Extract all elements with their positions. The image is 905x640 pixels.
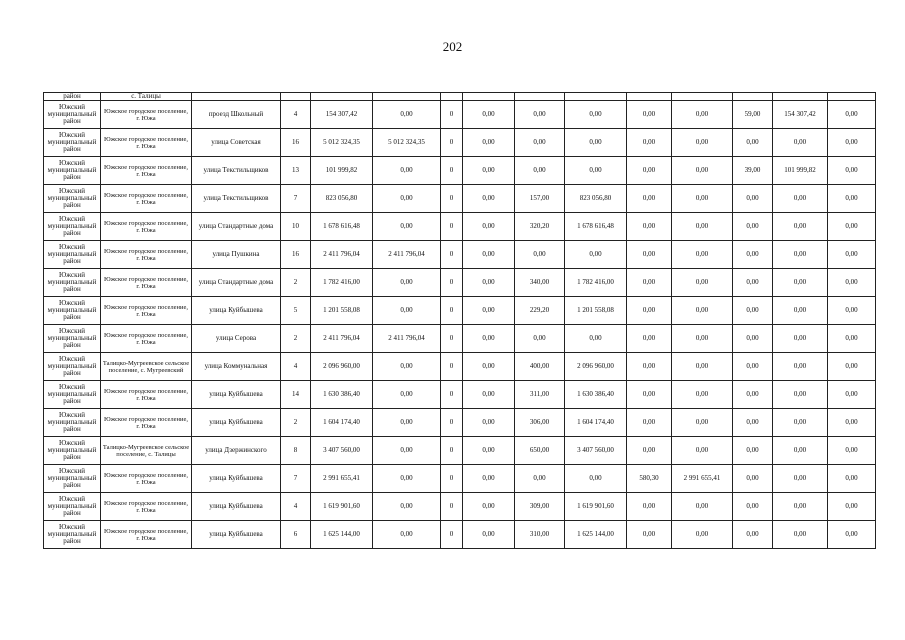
settlement-cell: Южское городское поселение, г. Южа: [101, 465, 192, 493]
volume-cell: 0,00: [733, 241, 773, 269]
cost-cell: 0,00: [828, 269, 876, 297]
settlement-cell: Южское городское поселение, г. Южа: [101, 129, 192, 157]
house-number-cell: 5: [281, 297, 311, 325]
house-number-cell: 7: [281, 465, 311, 493]
street-cell: улица Текстильщиков: [192, 185, 281, 213]
street-cell: улица Куйбышева: [192, 465, 281, 493]
district-cell: Южский муниципальный район: [44, 381, 101, 409]
settlement-cell: Южское городское поселение, г. Южа: [101, 493, 192, 521]
volume-cell: 400,00: [515, 353, 565, 381]
volume-cell: 0,00: [733, 437, 773, 465]
street-cell: улица Дзержинского: [192, 437, 281, 465]
district-cell: Южский муниципальный район: [44, 325, 101, 353]
cost-cell: 0,00: [828, 241, 876, 269]
house-number-cell: 13: [281, 157, 311, 185]
volume-cell: 0,00: [515, 325, 565, 353]
settlement-cell: Талицко-Мугреевское сельское поселение, с. Талицы: [101, 437, 192, 465]
volume-cell: 0,00: [627, 213, 672, 241]
volume-cell: 0,00: [733, 493, 773, 521]
empty-cell: [733, 93, 773, 101]
volume-cell: 0,00: [627, 437, 672, 465]
district-cell: Южский муниципальный район: [44, 101, 101, 129]
volume-cell: 0,00: [627, 493, 672, 521]
cost-cell: 0,00: [828, 101, 876, 129]
cost-cell: 0,00: [773, 493, 828, 521]
street-cell: улица Куйбышева: [192, 297, 281, 325]
street-cell: улица Советская: [192, 129, 281, 157]
cost-cell: 0,00: [773, 241, 828, 269]
house-number-cell: 10: [281, 213, 311, 241]
count-cell: 0: [441, 241, 463, 269]
count-cell: 0: [441, 465, 463, 493]
cost-cell: 0,00: [565, 325, 627, 353]
cost-cell: 0,00: [373, 437, 441, 465]
cost-cell: 0,00: [463, 465, 515, 493]
cost-cell: 0,00: [565, 129, 627, 157]
table-row: [44, 353, 876, 381]
cost-cell: 1 782 416,00: [565, 269, 627, 297]
district-cell: Южский муниципальный район: [44, 297, 101, 325]
street-cell: улица Стандартные дома: [192, 213, 281, 241]
cost-cell: 0,00: [373, 409, 441, 437]
volume-cell: 0,00: [515, 241, 565, 269]
house-number-cell: 2: [281, 269, 311, 297]
street-cell: улица Пушкина: [192, 241, 281, 269]
volume-cell: 0,00: [733, 185, 773, 213]
cost-cell: 1 625 144,00: [565, 521, 627, 549]
cost-cell: 0,00: [773, 465, 828, 493]
cost-cell: 0,00: [828, 353, 876, 381]
house-number-cell: 6: [281, 521, 311, 549]
district-cell: Южский муниципальный район: [44, 213, 101, 241]
volume-cell: 0,00: [627, 325, 672, 353]
cost-cell: 0,00: [463, 325, 515, 353]
district-cell: Южский муниципальный район: [44, 241, 101, 269]
empty-cell: [565, 93, 627, 101]
count-cell: 0: [441, 493, 463, 521]
page-number: 202: [442, 39, 463, 54]
total-cost-cell: 2 991 655,41: [311, 465, 373, 493]
settlement-cell: Талицко-Мугреевское сельское поселение, с. Мугреевский: [101, 353, 192, 381]
cost-cell: 1 201 558,08: [565, 297, 627, 325]
cost-cell: 1 604 174,40: [565, 409, 627, 437]
count-cell: 0: [441, 297, 463, 325]
cost-cell: 3 407 560,00: [565, 437, 627, 465]
cost-cell: 0,00: [463, 101, 515, 129]
table-row-continuation: [44, 93, 876, 101]
cost-cell: 0,00: [463, 381, 515, 409]
volume-cell: 0,00: [627, 101, 672, 129]
total-cost-cell: 2 411 796,04: [311, 325, 373, 353]
settlement-cell: Южское городское поселение, г. Южа: [101, 325, 192, 353]
cost-cell: 0,00: [373, 157, 441, 185]
total-cost-cell: 1 782 416,00: [311, 269, 373, 297]
cost-cell: 0,00: [672, 381, 733, 409]
volume-cell: 0,00: [733, 213, 773, 241]
table-row: [44, 241, 876, 269]
cost-cell: 0,00: [373, 297, 441, 325]
volume-cell: 0,00: [733, 465, 773, 493]
volume-cell: 0,00: [627, 521, 672, 549]
house-number-cell: 16: [281, 129, 311, 157]
volume-cell: 229,20: [515, 297, 565, 325]
count-cell: 0: [441, 269, 463, 297]
cost-cell: 2 096 960,00: [565, 353, 627, 381]
cost-cell: 0,00: [773, 213, 828, 241]
settlement-cell: Южское городское поселение, г. Южа: [101, 521, 192, 549]
cost-cell: 0,00: [828, 409, 876, 437]
settlement-cell: Южское городское поселение, г. Южа: [101, 409, 192, 437]
empty-cell: [281, 93, 311, 101]
table-row: [44, 437, 876, 465]
count-cell: 0: [441, 521, 463, 549]
data-table: [43, 92, 876, 549]
count-cell: 0: [441, 381, 463, 409]
volume-cell: 0,00: [515, 157, 565, 185]
volume-cell: 157,00: [515, 185, 565, 213]
district-cell: Южский муниципальный район: [44, 493, 101, 521]
cost-cell: 0,00: [672, 185, 733, 213]
cost-cell: 0,00: [672, 409, 733, 437]
cost-cell: 0,00: [463, 521, 515, 549]
cost-cell: 0,00: [373, 493, 441, 521]
cost-cell: 0,00: [672, 157, 733, 185]
total-cost-cell: 2 411 796,04: [311, 241, 373, 269]
empty-cell: [463, 93, 515, 101]
cost-cell: 0,00: [672, 129, 733, 157]
total-cost-cell: 154 307,42: [311, 101, 373, 129]
empty-cell: [441, 93, 463, 101]
table-row: [44, 157, 876, 185]
cost-cell: 0,00: [672, 297, 733, 325]
volume-cell: 310,00: [515, 521, 565, 549]
volume-cell: 0,00: [627, 297, 672, 325]
volume-cell: 311,00: [515, 381, 565, 409]
cost-cell: 0,00: [828, 521, 876, 549]
district-cell: Южский муниципальный район: [44, 409, 101, 437]
settlement-cell: Южское городское поселение, г. Южа: [101, 213, 192, 241]
total-cost-cell: 1 604 174,40: [311, 409, 373, 437]
volume-cell: 0,00: [627, 269, 672, 297]
total-cost-cell: 5 012 324,35: [311, 129, 373, 157]
cost-cell: 0,00: [773, 381, 828, 409]
table-row: [44, 381, 876, 409]
count-cell: 0: [441, 129, 463, 157]
settlement-cell: Южское городское поселение, г. Южа: [101, 269, 192, 297]
district-cell: Южский муниципальный район: [44, 353, 101, 381]
table-row: [44, 297, 876, 325]
table-row: [44, 269, 876, 297]
cost-cell: 0,00: [565, 157, 627, 185]
volume-cell: 0,00: [627, 353, 672, 381]
cost-cell: 0,00: [828, 213, 876, 241]
table-row: [44, 493, 876, 521]
cost-cell: 0,00: [463, 157, 515, 185]
volume-cell: 0,00: [733, 353, 773, 381]
cost-cell: 0,00: [672, 101, 733, 129]
cost-cell: 0,00: [463, 493, 515, 521]
cost-cell: 0,00: [773, 297, 828, 325]
total-cost-cell: 3 407 560,00: [311, 437, 373, 465]
cost-cell: 0,00: [373, 269, 441, 297]
house-number-cell: 4: [281, 493, 311, 521]
cost-cell: 0,00: [672, 353, 733, 381]
cost-cell: 0,00: [565, 241, 627, 269]
settlement-cell: Южское городское поселение, г. Южа: [101, 157, 192, 185]
cost-cell: 0,00: [463, 297, 515, 325]
cost-cell: 0,00: [463, 353, 515, 381]
cost-cell: 1 619 901,60: [565, 493, 627, 521]
volume-cell: 650,00: [515, 437, 565, 465]
street-cell: проезд Школьный: [192, 101, 281, 129]
district-cell: Южский муниципальный район: [44, 521, 101, 549]
settlement-cell: Южское городское поселение, г. Южа: [101, 101, 192, 129]
district-cell: район: [44, 93, 101, 101]
street-cell: улица Куйбышева: [192, 521, 281, 549]
count-cell: 0: [441, 185, 463, 213]
cost-cell: 0,00: [828, 297, 876, 325]
empty-cell: [672, 93, 733, 101]
volume-cell: 0,00: [515, 465, 565, 493]
total-cost-cell: 823 056,80: [311, 185, 373, 213]
volume-cell: 0,00: [733, 325, 773, 353]
cost-cell: 154 307,42: [773, 101, 828, 129]
count-cell: 0: [441, 409, 463, 437]
volume-cell: 320,20: [515, 213, 565, 241]
cost-cell: 0,00: [672, 241, 733, 269]
district-cell: Южский муниципальный район: [44, 465, 101, 493]
house-number-cell: 4: [281, 101, 311, 129]
cost-cell: 0,00: [373, 381, 441, 409]
cost-cell: 0,00: [828, 465, 876, 493]
cost-cell: 0,00: [463, 269, 515, 297]
cost-cell: 0,00: [672, 269, 733, 297]
cost-cell: 0,00: [828, 129, 876, 157]
settlement-cell: Южское городское поселение, г. Южа: [101, 185, 192, 213]
table-row: [44, 129, 876, 157]
street-cell: улица Куйбышева: [192, 409, 281, 437]
table-row: [44, 325, 876, 353]
cost-cell: 0,00: [828, 381, 876, 409]
volume-cell: 0,00: [627, 185, 672, 213]
table-row: [44, 101, 876, 129]
cost-cell: 0,00: [373, 213, 441, 241]
cost-cell: 0,00: [672, 493, 733, 521]
volume-cell: 580,30: [627, 465, 672, 493]
cost-cell: 0,00: [672, 213, 733, 241]
cost-cell: 0,00: [773, 129, 828, 157]
count-cell: 0: [441, 157, 463, 185]
street-cell: улица Стандартные дома: [192, 269, 281, 297]
count-cell: 0: [441, 325, 463, 353]
cost-cell: 0,00: [828, 325, 876, 353]
total-cost-cell: 1 678 616,48: [311, 213, 373, 241]
cost-cell: 0,00: [828, 437, 876, 465]
volume-cell: 0,00: [515, 129, 565, 157]
cost-cell: 0,00: [773, 185, 828, 213]
cost-cell: 0,00: [773, 521, 828, 549]
volume-cell: 0,00: [733, 521, 773, 549]
volume-cell: 39,00: [733, 157, 773, 185]
street-cell: улица Куйбышева: [192, 381, 281, 409]
cost-cell: 2 991 655,41: [672, 465, 733, 493]
table-row: [44, 185, 876, 213]
cost-cell: 0,00: [463, 241, 515, 269]
house-number-cell: 2: [281, 325, 311, 353]
cost-cell: 0,00: [373, 521, 441, 549]
count-cell: 0: [441, 437, 463, 465]
table-row: [44, 465, 876, 493]
volume-cell: 0,00: [515, 101, 565, 129]
cost-cell: 0,00: [373, 353, 441, 381]
settlement-cell: Южское городское поселение, г. Южа: [101, 381, 192, 409]
district-cell: Южский муниципальный район: [44, 185, 101, 213]
empty-cell: [828, 93, 876, 101]
volume-cell: 0,00: [627, 409, 672, 437]
total-cost-cell: 1 625 144,00: [311, 521, 373, 549]
settlement-cell: Южское городское поселение, г. Южа: [101, 241, 192, 269]
cost-cell: 0,00: [463, 185, 515, 213]
volume-cell: 306,00: [515, 409, 565, 437]
empty-cell: [311, 93, 373, 101]
cost-cell: 0,00: [672, 325, 733, 353]
cost-cell: 0,00: [463, 213, 515, 241]
settlement-cell: Южское городское поселение, г. Южа: [101, 297, 192, 325]
cost-cell: 0,00: [773, 437, 828, 465]
table-row: [44, 521, 876, 549]
table-row: [44, 409, 876, 437]
district-cell: Южский муниципальный район: [44, 157, 101, 185]
volume-cell: 340,00: [515, 269, 565, 297]
cost-cell: 0,00: [565, 101, 627, 129]
cost-cell: 0,00: [672, 521, 733, 549]
total-cost-cell: 1 630 386,40: [311, 381, 373, 409]
empty-cell: [627, 93, 672, 101]
cost-cell: 0,00: [773, 325, 828, 353]
district-cell: Южский муниципальный район: [44, 129, 101, 157]
cost-cell: 0,00: [565, 465, 627, 493]
cost-cell: 0,00: [828, 185, 876, 213]
cost-cell: 2 411 796,04: [373, 325, 441, 353]
cost-cell: 0,00: [373, 185, 441, 213]
cost-cell: 0,00: [773, 269, 828, 297]
street-cell: улица Серова: [192, 325, 281, 353]
empty-cell: [773, 93, 828, 101]
cost-cell: 0,00: [672, 437, 733, 465]
district-cell: Южский муниципальный район: [44, 437, 101, 465]
volume-cell: 0,00: [733, 381, 773, 409]
cost-cell: 0,00: [463, 437, 515, 465]
volume-cell: 0,00: [733, 129, 773, 157]
total-cost-cell: 101 999,82: [311, 157, 373, 185]
count-cell: 0: [441, 213, 463, 241]
volume-cell: 0,00: [627, 381, 672, 409]
cost-cell: 0,00: [773, 409, 828, 437]
volume-cell: 0,00: [733, 269, 773, 297]
cost-cell: 1 678 616,48: [565, 213, 627, 241]
cost-cell: 0,00: [773, 353, 828, 381]
empty-cell: [373, 93, 441, 101]
house-number-cell: 8: [281, 437, 311, 465]
volume-cell: 0,00: [733, 297, 773, 325]
total-cost-cell: 1 619 901,60: [311, 493, 373, 521]
house-number-cell: 16: [281, 241, 311, 269]
cost-cell: 2 411 796,04: [373, 241, 441, 269]
volume-cell: 309,00: [515, 493, 565, 521]
cost-cell: 0,00: [463, 409, 515, 437]
cost-cell: 0,00: [373, 465, 441, 493]
house-number-cell: 4: [281, 353, 311, 381]
cost-cell: 5 012 324,35: [373, 129, 441, 157]
settlement-cell: с. Талицы: [101, 93, 192, 101]
total-cost-cell: 2 096 960,00: [311, 353, 373, 381]
empty-cell: [192, 93, 281, 101]
cost-cell: 1 630 386,40: [565, 381, 627, 409]
volume-cell: 0,00: [733, 409, 773, 437]
district-cell: Южский муниципальный район: [44, 269, 101, 297]
house-number-cell: 7: [281, 185, 311, 213]
volume-cell: 0,00: [627, 157, 672, 185]
cost-cell: 101 999,82: [773, 157, 828, 185]
volume-cell: 0,00: [627, 241, 672, 269]
volume-cell: 59,00: [733, 101, 773, 129]
street-cell: улица Коммунальная: [192, 353, 281, 381]
cost-cell: 0,00: [463, 129, 515, 157]
house-number-cell: 2: [281, 409, 311, 437]
street-cell: улица Текстильщиков: [192, 157, 281, 185]
volume-cell: 0,00: [627, 129, 672, 157]
table-row: [44, 213, 876, 241]
count-cell: 0: [441, 101, 463, 129]
street-cell: улица Куйбышева: [192, 493, 281, 521]
empty-cell: [515, 93, 565, 101]
house-number-cell: 14: [281, 381, 311, 409]
total-cost-cell: 1 201 558,08: [311, 297, 373, 325]
cost-cell: 823 056,80: [565, 185, 627, 213]
cost-cell: 0,00: [828, 493, 876, 521]
count-cell: 0: [441, 353, 463, 381]
cost-cell: 0,00: [828, 157, 876, 185]
cost-cell: 0,00: [373, 101, 441, 129]
